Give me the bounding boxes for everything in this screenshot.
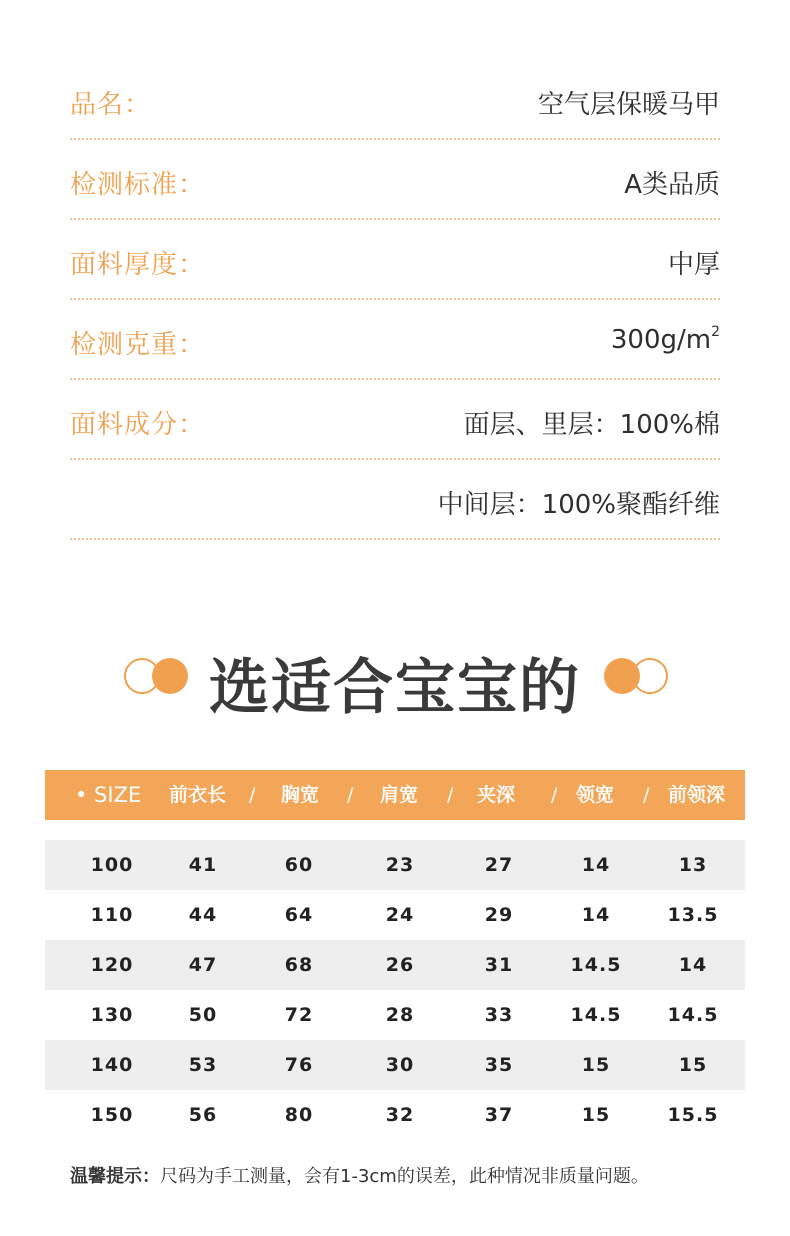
table-row bbox=[45, 1090, 745, 1140]
info-label: 面料成分： bbox=[70, 410, 206, 440]
header-separator: / bbox=[447, 784, 454, 806]
table-cell: 41 bbox=[188, 854, 218, 876]
info-value-main: 300g/m bbox=[610, 325, 712, 355]
table-cell: 56 bbox=[188, 1104, 218, 1126]
section-title-block bbox=[0, 636, 790, 723]
section-title: 选适合宝宝的 bbox=[209, 653, 581, 723]
note-label: 温馨提示： bbox=[70, 1166, 160, 1187]
header-separator: / bbox=[347, 784, 354, 806]
header-chest-width: 胸宽 bbox=[281, 784, 320, 806]
size-table-header bbox=[45, 770, 745, 820]
header-armhole-depth: 夹深 bbox=[477, 784, 516, 806]
info-label: 检测标准： bbox=[70, 170, 206, 200]
table-cell: 24 bbox=[385, 904, 415, 926]
note-text: 尺码为手工测量，会有1-3cm的误差，此种情况非质量问题。 bbox=[160, 1166, 649, 1187]
table-row bbox=[45, 940, 745, 990]
header-front-collar-depth: 前领深 bbox=[668, 784, 726, 806]
info-label: 检测克重： bbox=[70, 330, 206, 360]
table-cell: 13 bbox=[678, 854, 708, 876]
info-row-thickness bbox=[70, 220, 720, 300]
table-cell: 31 bbox=[484, 954, 514, 976]
header-collar-width: 领宽 bbox=[576, 784, 615, 806]
table-cell: 64 bbox=[284, 904, 314, 926]
table-cell: 23 bbox=[385, 854, 415, 876]
info-value: 中间层：100%聚酯纤维 bbox=[437, 490, 720, 520]
table-cell: 15 bbox=[678, 1054, 708, 1076]
table-cell: 140 bbox=[90, 1054, 134, 1076]
table-cell: 150 bbox=[90, 1104, 134, 1126]
info-value: A类品质 bbox=[624, 170, 720, 200]
table-cell: 100 bbox=[90, 854, 134, 876]
table-cell: 44 bbox=[188, 904, 218, 926]
table-cell: 130 bbox=[90, 1004, 134, 1026]
header-front-length: 前衣长 bbox=[169, 784, 227, 806]
info-row-name bbox=[70, 60, 720, 140]
header-separator: / bbox=[551, 784, 558, 806]
table-cell: 14.5 bbox=[570, 954, 622, 976]
table-cell: 14 bbox=[678, 954, 708, 976]
table-cell: 14 bbox=[581, 904, 611, 926]
table-cell: 29 bbox=[484, 904, 514, 926]
table-cell: 68 bbox=[284, 954, 314, 976]
table-cell: 53 bbox=[188, 1054, 218, 1076]
info-label: 面料厚度： bbox=[70, 250, 206, 280]
size-table-body bbox=[45, 840, 745, 1140]
table-cell: 120 bbox=[90, 954, 134, 976]
table-row bbox=[45, 1040, 745, 1090]
header-shoulder-width: 肩宽 bbox=[380, 784, 419, 806]
table-cell: 15 bbox=[581, 1054, 611, 1076]
circle-filled-icon bbox=[604, 658, 640, 694]
table-cell: 110 bbox=[90, 904, 134, 926]
info-row-composition bbox=[70, 380, 720, 460]
info-value bbox=[611, 324, 720, 355]
table-cell: 37 bbox=[484, 1104, 514, 1126]
table-cell: 13.5 bbox=[667, 904, 719, 926]
table-cell: 15 bbox=[581, 1104, 611, 1126]
info-value: 中厚 bbox=[667, 250, 720, 280]
footer-note bbox=[70, 1162, 649, 1188]
info-value: 面层、里层：100%棉 bbox=[463, 410, 720, 440]
table-row bbox=[45, 840, 745, 890]
table-cell: 80 bbox=[284, 1104, 314, 1126]
table-cell: 33 bbox=[484, 1004, 514, 1026]
product-info bbox=[70, 60, 720, 540]
info-row-standard bbox=[70, 140, 720, 220]
table-cell: 72 bbox=[284, 1004, 314, 1026]
table-cell: 76 bbox=[284, 1054, 314, 1076]
table-row bbox=[45, 990, 745, 1040]
table-cell: 27 bbox=[484, 854, 514, 876]
header-separator: / bbox=[643, 784, 650, 806]
table-cell: 60 bbox=[284, 854, 314, 876]
info-row-composition-middle bbox=[70, 460, 720, 540]
table-cell: 14.5 bbox=[570, 1004, 622, 1026]
header-separator: / bbox=[249, 784, 256, 806]
info-value: 空气层保暖马甲 bbox=[537, 90, 720, 120]
info-label: 品名： bbox=[70, 90, 152, 120]
table-cell: 28 bbox=[385, 1004, 415, 1026]
info-value-superscript: 2 bbox=[711, 324, 720, 340]
table-cell: 50 bbox=[188, 1004, 218, 1026]
table-cell: 32 bbox=[385, 1104, 415, 1126]
table-cell: 15.5 bbox=[667, 1104, 719, 1126]
info-row-weight bbox=[70, 300, 720, 380]
table-cell: 47 bbox=[188, 954, 218, 976]
table-cell: 26 bbox=[385, 954, 415, 976]
table-cell: 14.5 bbox=[667, 1004, 719, 1026]
header-size: • SIZE bbox=[75, 783, 142, 807]
table-cell: 14 bbox=[581, 854, 611, 876]
table-cell: 35 bbox=[484, 1054, 514, 1076]
table-cell: 30 bbox=[385, 1054, 415, 1076]
table-row bbox=[45, 890, 745, 940]
